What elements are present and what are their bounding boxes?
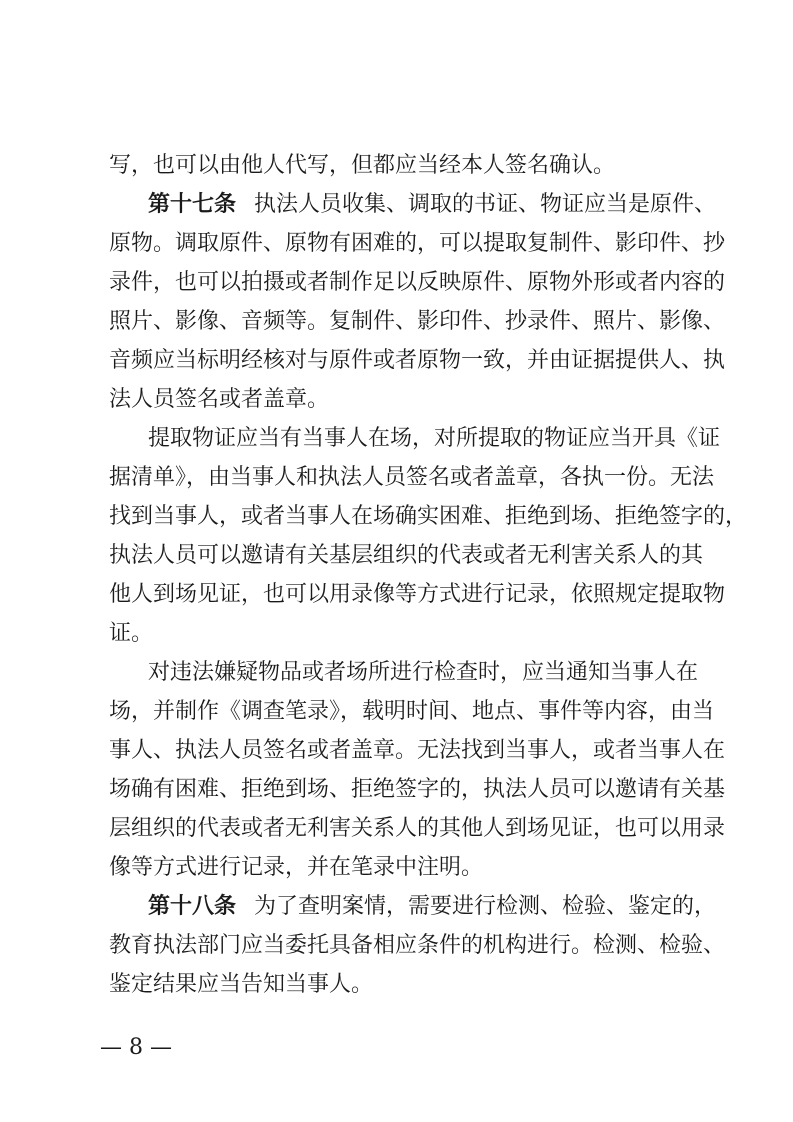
line-text: 为了查明案情，需要进行检测、检验、鉴定的， xyxy=(254,894,717,919)
paragraph-line xyxy=(109,928,726,964)
line-text: 场确有困难、拒绝到场、拒绝签字的，执法人员可以邀请有关基 xyxy=(109,777,726,802)
paragraph-line xyxy=(109,460,715,496)
line-text: 事人、执法人员签名或者盖章。无法找到当事人，或者当事人在 xyxy=(109,738,726,763)
line-text: 他人到场见证，也可以用录像等方式进行记录，依照规定提取物 xyxy=(109,582,726,607)
line-text: 找到当事人，或者当事人在场确实困难、拒绝到场、拒绝签字的， xyxy=(109,504,748,529)
line-text: 据清单》，由当事人和执法人员签名或者盖章，各执一份。无法 xyxy=(109,465,715,490)
paragraph-line xyxy=(109,343,726,379)
line-text: 录件，也可以拍摄或者制作足以反映原件、原物外形或者内容的 xyxy=(109,270,726,295)
paragraph-line xyxy=(109,499,748,535)
article-18-label: 第十八条 xyxy=(148,894,237,919)
paragraph-line xyxy=(109,772,726,808)
line-text: 证。 xyxy=(109,621,154,646)
paragraph-line xyxy=(109,694,715,730)
paragraph-line xyxy=(148,655,699,691)
paragraph-line xyxy=(109,148,689,184)
line-text: 层组织的代表或者无利害关系人的其他人到场见证，也可以用录 xyxy=(109,816,726,841)
line-text: 法人员签名或者盖章。 xyxy=(109,387,330,412)
paragraph-line xyxy=(109,850,689,886)
line-text: 音频应当标明经核对与原件或者原物一致，并由证据提供人、执 xyxy=(109,348,726,373)
paragraph-line xyxy=(109,538,704,574)
line-text: 照片、影像、音频等。复制件、影印件、抄录件、照片、影像、 xyxy=(109,309,726,334)
article-18-heading-line xyxy=(148,889,717,925)
line-text: 执法人员可以邀请有关基层组织的代表或者无利害关系人的其 xyxy=(109,543,704,568)
page-number: — 8 — xyxy=(100,1035,172,1060)
line-text: 执法人员收集、调取的书证、物证应当是原件、 xyxy=(254,192,717,217)
line-text: 场，并制作《调查笔录》，载明时间、地点、事件等内容，由当 xyxy=(109,699,715,724)
line-text: 写，也可以由他人代写，但都应当经本人签名确认。 xyxy=(109,153,616,178)
paragraph-line xyxy=(109,265,726,301)
paragraph-line xyxy=(109,967,689,1003)
paragraph-line xyxy=(109,577,726,613)
line-text: 原物。调取原件、原物有困难的，可以提取复制件、影印件、抄 xyxy=(109,231,726,256)
paragraph-line xyxy=(109,616,689,652)
paragraph-line xyxy=(109,226,726,262)
article-17-label: 第十七条 xyxy=(148,192,237,217)
line-text: 对违法嫌疑物品或者场所进行检查时，应当通知当事人在 xyxy=(148,660,699,685)
line-text: 教育执法部门应当委托具备相应条件的机构进行。检测、检验、 xyxy=(109,933,726,958)
paragraph-line xyxy=(109,382,689,418)
paragraph-line xyxy=(109,304,726,340)
line-text: 像等方式进行记录，并在笔录中注明。 xyxy=(109,855,484,880)
paragraph-line xyxy=(109,733,726,769)
line-text: 提取物证应当有当事人在场，对所提取的物证应当开具《证 xyxy=(148,426,721,451)
paragraph-line xyxy=(148,421,721,457)
line-text: 鉴定结果应当告知当事人。 xyxy=(109,972,374,997)
article-17-heading-line xyxy=(148,187,717,223)
paragraph-line xyxy=(109,811,726,847)
